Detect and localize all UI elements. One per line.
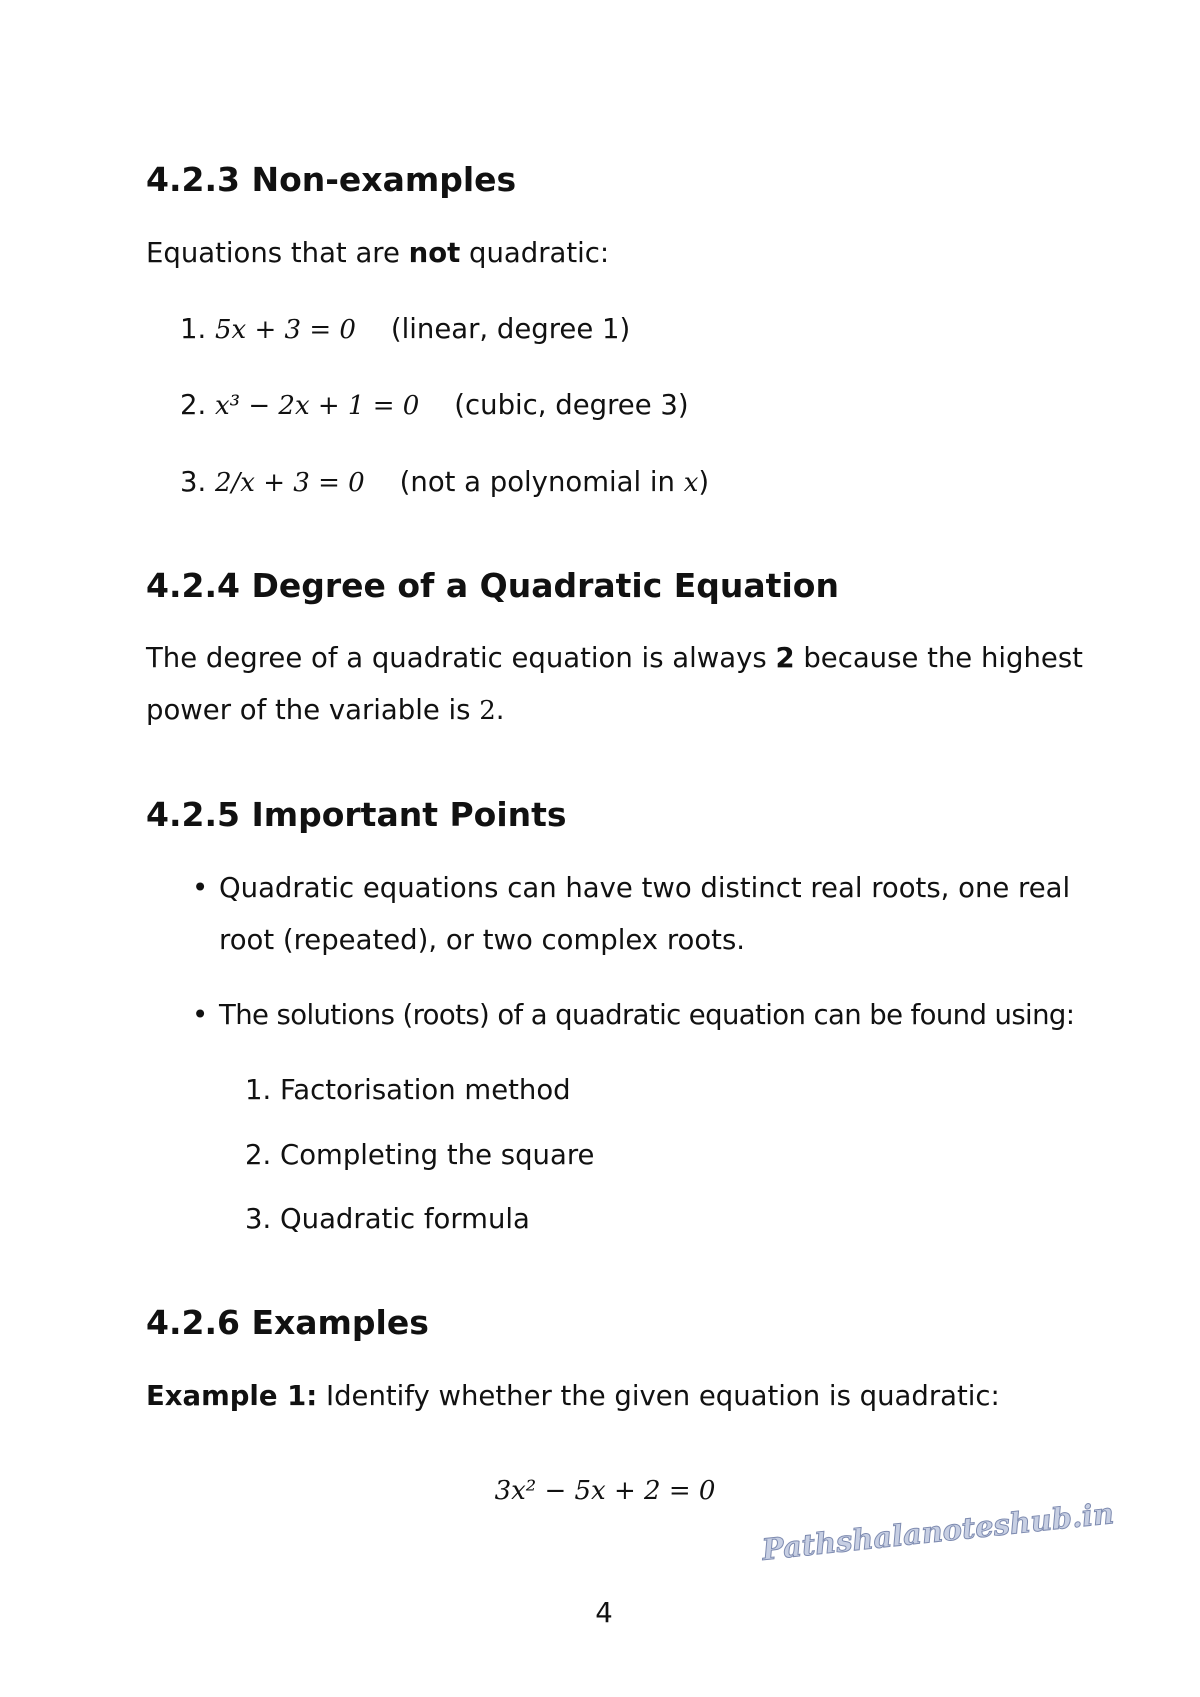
- item-note-var: x: [683, 468, 699, 498]
- method-label: Factorisation method: [280, 1074, 571, 1106]
- item-number: 2.: [180, 389, 207, 421]
- item-number: 1.: [180, 313, 207, 345]
- bullet-icon: •: [192, 999, 209, 1031]
- method-number: 1.: [245, 1074, 272, 1106]
- method-label: Completing the square: [280, 1139, 595, 1171]
- example-text: Identify whether the given equation is quadratic:: [317, 1380, 1000, 1412]
- list-item: [180, 383, 689, 427]
- degree-line-2: [146, 688, 505, 732]
- watermark: Pathshalanoteshub.in: [760, 1496, 1116, 1567]
- degree-line-1: [146, 636, 1083, 680]
- item-note-end: ): [698, 466, 710, 498]
- method-number: 2.: [245, 1139, 272, 1171]
- text: power of the variable is: [146, 694, 480, 726]
- item-math: 2/x + 3 = 0: [215, 468, 365, 498]
- example-1: [146, 1374, 1000, 1418]
- bullet-2: The solutions (roots) of a quadratic equation can be found using:: [219, 999, 1075, 1031]
- intro-bold: not: [408, 237, 461, 269]
- bold-two: 2: [775, 642, 795, 674]
- item-note: (cubic, degree 3): [454, 389, 689, 421]
- math-two: 2: [479, 696, 496, 726]
- example-equation: 3x² − 5x + 2 = 0: [494, 1476, 716, 1506]
- bullet-1-line-1: Quadratic equations can have two distinct real roots, one real: [219, 872, 1071, 904]
- heading-degree: 4.2.4 Degree of a Quadratic Equation: [146, 566, 839, 605]
- bullet-icon: •: [192, 872, 209, 904]
- example-label: Example 1:: [146, 1380, 318, 1412]
- item-note: (linear, degree 1): [390, 313, 631, 345]
- intro-post: quadratic:: [460, 237, 610, 269]
- heading-examples: 4.2.6 Examples: [146, 1303, 429, 1342]
- method-item: [245, 1068, 571, 1112]
- item-number: 3.: [180, 466, 207, 498]
- item-note: (not a polynomial in: [399, 466, 684, 498]
- item-math: 5x + 3 = 0: [215, 315, 356, 345]
- method-label: Quadratic formula: [280, 1203, 530, 1235]
- text: .: [495, 694, 505, 726]
- method-item: [245, 1197, 530, 1241]
- item-math: x³ − 2x + 1 = 0: [215, 391, 420, 421]
- list-item: [180, 460, 709, 504]
- text: because the highest: [794, 642, 1083, 674]
- list-item: [180, 307, 630, 351]
- heading-non-examples: 4.2.3 Non-examples: [146, 160, 517, 199]
- method-item: [245, 1133, 594, 1177]
- intro-pre: Equations that are: [146, 237, 409, 269]
- intro-text: [146, 231, 609, 275]
- bullet-1-line-2: root (repeated), or two complex roots.: [219, 924, 746, 956]
- text: The degree of a quadratic equation is always: [146, 642, 776, 674]
- method-number: 3.: [245, 1203, 272, 1235]
- page-number: 4: [595, 1597, 613, 1629]
- heading-important-points: 4.2.5 Important Points: [146, 795, 567, 834]
